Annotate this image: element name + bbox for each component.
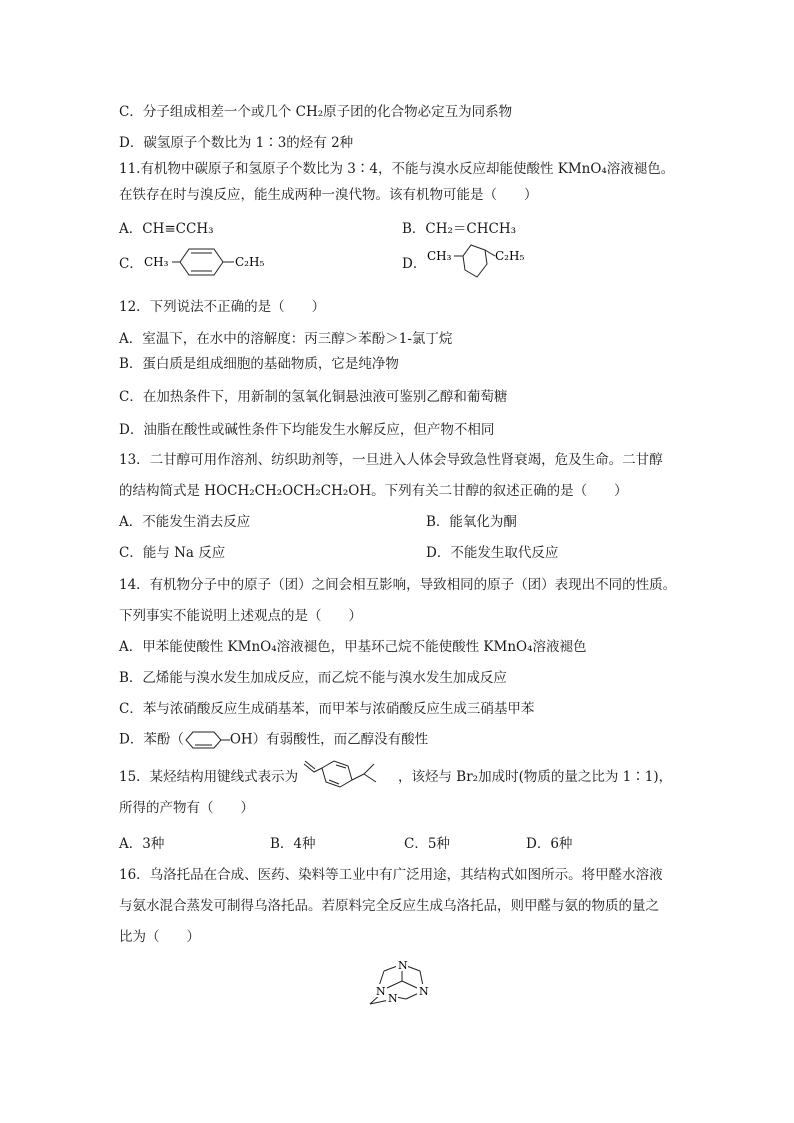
- q12-option-d: D．油脂在酸性或碱性条件下均能发生水解反应，但产物不相同: [119, 422, 495, 438]
- q14-stem-line2: 下列事实不能说明上述观点的是（ ）: [119, 608, 362, 624]
- q15-option-d: D．6种: [526, 836, 573, 852]
- q13-option-b: B．能氧化为酮: [426, 514, 517, 530]
- q12-option-b: B．蛋白质是组成细胞的基础物质，它是纯净物: [119, 356, 399, 372]
- q11-c-c2h5: C₂H₅: [235, 255, 265, 269]
- q11-c-ch3: CH₃: [144, 255, 169, 269]
- q15-option-c: C．5种: [404, 836, 450, 852]
- urotropine-structure: [364, 955, 438, 1011]
- q14-stem-line1: 14．有机物分子中的原子（团）之间会相互影响，导致相同的原子（团）表现出不同的性质。: [119, 577, 677, 593]
- q15-skeletal-structure: [302, 756, 398, 794]
- q10-option-d: D．碳氢原子个数比为 1∶3的烃有 2种: [119, 135, 354, 151]
- q14-option-d-prefix: D．苯酚（: [119, 731, 184, 748]
- q15-option-b: B．4种: [270, 836, 316, 852]
- q13-option-a: A．不能发生消去反应: [119, 514, 251, 530]
- urotropine-atom-n-right: N: [419, 985, 429, 998]
- q14-option-d-suffix: ）有弱酸性，而乙醇没有酸性: [252, 731, 429, 748]
- q11-d-ch3: CH₃: [427, 249, 452, 263]
- q13-stem-line1: 13．二甘醇可用作溶剂、纺织助剂等，一旦进入人体会导致急性肾衰竭，危及生命。二甘醇: [119, 452, 663, 468]
- q11-option-c-label: C．: [119, 256, 143, 272]
- q12-stem: 12．下列说法不正确的是（ ）: [119, 299, 326, 315]
- q12-option-a: A．室温下，在水中的溶解度：丙三醇＞苯酚＞1-氯丁烷: [119, 331, 453, 347]
- q15-stem-line2: 所得的产物有（ ）: [119, 800, 254, 816]
- q11-stem-line2: 在铁存在时与溴反应，能生成两种一溴代物。该有机物可能是（ ）: [119, 187, 538, 203]
- q16-stem-line2: 与氨水混合蒸发可制得乌洛托品。若原料完全反应生成乌洛托品，则甲醛与氨的物质的量之: [119, 898, 659, 914]
- q11-option-d-structure: [427, 240, 537, 284]
- q13-stem-line2: 的结构简式是 HOCH₂CH₂OCH₂CH₂OH。下列有关二甘醇的叙述正确的是（ ）: [119, 483, 628, 499]
- q11-option-b: B．CH₂＝CHCH₃: [402, 221, 517, 237]
- q15-stem-line1-suffix: ，该烃与 Br₂加成时(物质的量之比为 1∶1)，: [398, 769, 673, 785]
- q11-stem-line1: 11.有机物中碳原子和氢原子个数比为 3∶4，不能与溴水反应却能使酸性 KMnO₄溶液褪色。: [119, 161, 675, 177]
- q11-option-d-label: D．: [402, 256, 427, 272]
- q15-option-a: A．3种: [119, 836, 165, 852]
- q10-option-c: C．分子组成相差一个或几个 CH₂原子团的化合物必定互为同系物: [119, 104, 513, 120]
- q11-option-a: A．CH≡CCH₃: [119, 221, 214, 237]
- q15-stem-line1-prefix: 15．某烃结构用键线式表示为: [119, 769, 299, 785]
- phenol-ring-structure: [184, 729, 230, 751]
- q16-stem-line1: 16．乌洛托品在合成、医药、染料等工业中有广泛用途，其结构式如图所示。将甲醛水溶液: [119, 867, 663, 883]
- q14-option-d-oh: OH: [229, 731, 253, 748]
- q13-option-d: D．不能发生取代反应: [426, 545, 559, 561]
- q14-option-c: C．苯与浓硝酸反应生成硝基苯，而甲苯与浓硝酸反应生成三硝基甲苯: [119, 701, 535, 717]
- urotropine-atom-n-bottom: N: [388, 992, 398, 1005]
- q12-option-c: C．在加热条件下，用新制的氢氧化铜悬浊液可鉴别乙醇和葡萄糖: [119, 389, 508, 405]
- q14-option-a: A．甲苯能使酸性 KMnO₄溶液褪色，甲基环己烷不能使酸性 KMnO₄溶液褪色: [119, 639, 587, 655]
- urotropine-atom-n-top: N: [398, 959, 408, 972]
- q13-option-c: C．能与 Na 反应: [119, 545, 226, 561]
- q14-option-d: [119, 729, 428, 751]
- q11-option-c-structure: [144, 244, 274, 284]
- q16-stem-line3: 比为（ ）: [119, 929, 200, 945]
- urotropine-atom-n-left: N: [376, 985, 386, 998]
- q14-option-b: B．乙烯能与溴水发生加成反应，而乙烷不能与溴水发生加成反应: [119, 670, 507, 686]
- q11-d-c2h5: C₂H₅: [495, 249, 525, 263]
